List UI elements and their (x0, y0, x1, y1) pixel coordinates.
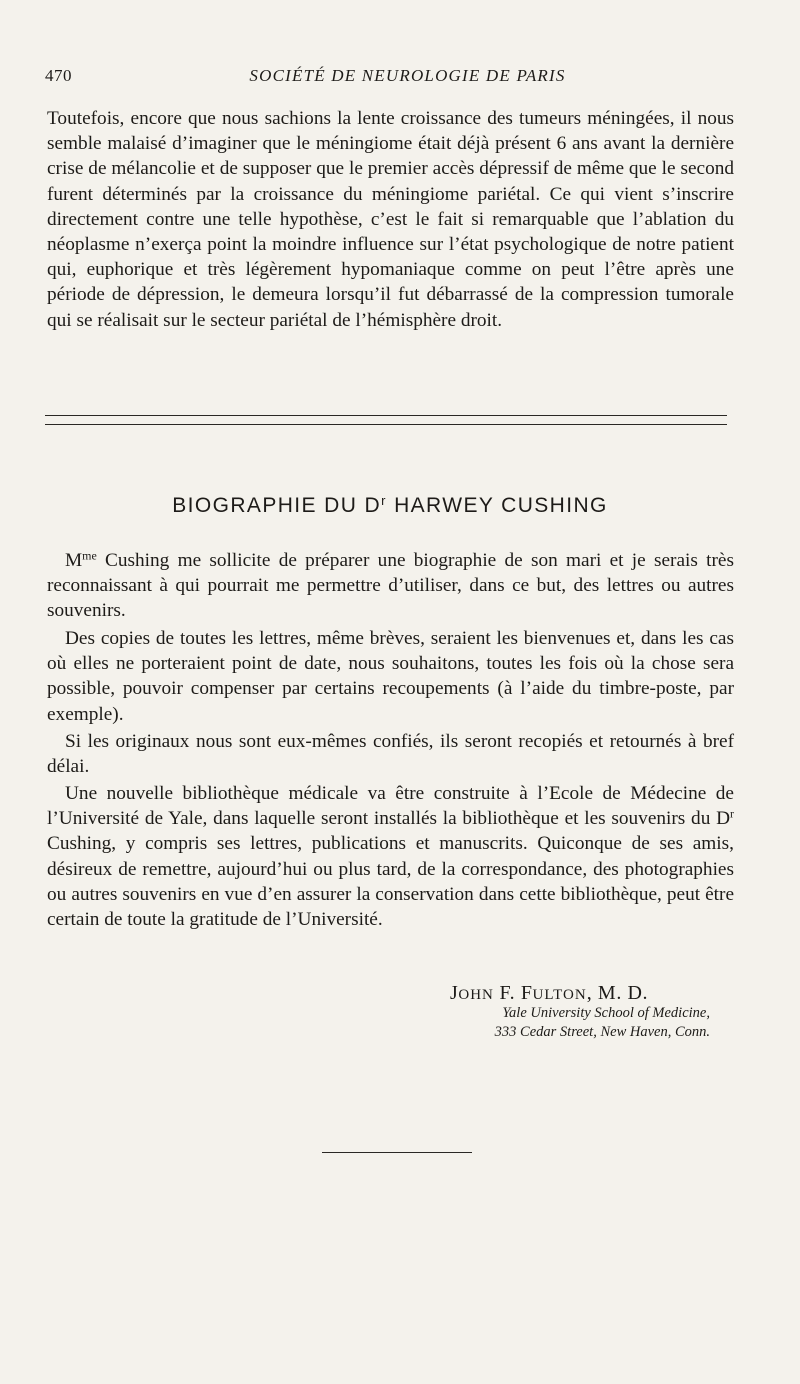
section-title-part2: HARWEY CUSHING (386, 494, 608, 517)
signature-last-rest: ULTON (532, 987, 587, 1003)
paragraph-originals: Si les originaux nous sont eux-mêmes confiés, ils seront recopiés et retournés à bref délai. (47, 731, 734, 778)
paragraph-library (47, 781, 734, 932)
section-title-superscript: r (381, 492, 387, 508)
signature-initial-last: F (520, 982, 533, 1004)
section-title (45, 494, 735, 518)
paragraph-request-text: Cushing me sollicite de préparer une biographie de son mari et je serais très reconnaissant à qui pourrait me permettre d’utiliser, dans ce but, des lettres ou autres souvenirs. (47, 550, 734, 622)
signature-address: 333 Cedar Street, New Haven, Conn. (494, 1024, 710, 1040)
section-divider-top (45, 415, 727, 416)
signature-affiliation: Yale University School of Medicine, (502, 1005, 710, 1021)
signature-name (450, 982, 700, 1005)
running-head (45, 66, 730, 88)
signature-suffix: , M. D. (586, 982, 649, 1004)
signature-first-rest: OHN (458, 987, 494, 1003)
preceding-article-paragraph: Toutefois, encore que nous sachions la lente croissance des tumeurs méningées, il nous semble malaisé d’imaginer que le méningiome était déjà présent 6 ans avant la dernière crise de mélancolie et de supposer que le premier accès dépressif de même que le second furent déterminés par la croissance du méningiome pariétal. Ce qui vient s’inscrire directement contre une telle hypothèse, c’est le fait si remarquable que l’ablation du néoplasme n’exerça point la moindre influence sur l’état psychologique de notre patient qui, euphorique et très légèrement hypomaniaque comme on peut l’être après une période de dépression, le demeura lorsqu’il fut débarrassé de la compression tumorale qui se réalisait sur le secteur pariétal de l’hémisphère droit. (47, 108, 734, 331)
section-title-part1: BIOGRAPHIE DU D (172, 494, 382, 517)
paragraph-library-part1: Une nouvelle bibliothèque médicale va être construite à l’Ecole de Médecine de l’Université de Yale, dans laquelle seront installés la bibliothèque et les souvenirs du D (47, 783, 734, 830)
journal-title: SOCIÉTÉ DE NEUROLOGIE DE PARIS (249, 66, 566, 85)
paragraph-library-superscript: r (730, 806, 734, 821)
signature-initial-first: J (450, 982, 459, 1004)
paragraph-request (47, 548, 734, 624)
page-number: 470 (45, 66, 72, 85)
paragraph-request-prefix: M (65, 550, 83, 571)
section-divider-bottom (45, 424, 727, 425)
paragraph-copies: Des copies de toutes les lettres, même brèves, seraient les bienvenues et, dans les cas où elles ne porteraient point de date, nous souhaitons, toutes les fois où la chose sera possible, pouvoir compenser par certains recoupements (à l’aide du timbre-poste, par exemple). (47, 628, 734, 725)
paragraph-library-part2: Cushing, y compris ses lettres, publications et manuscrits. Quiconque de ses amis, désireux de remettre, aujourd’hui ou plus tard, de la correspondance, des photographies ou autres souvenirs en vue d’en assurer la conservation dans cette bibliothèque, peut être certain de toute la gratitude de l’Université. (47, 833, 734, 931)
end-rule (322, 1152, 472, 1153)
signature-middle: F. (493, 982, 521, 1004)
paragraph-request-superscript: me (82, 548, 97, 563)
